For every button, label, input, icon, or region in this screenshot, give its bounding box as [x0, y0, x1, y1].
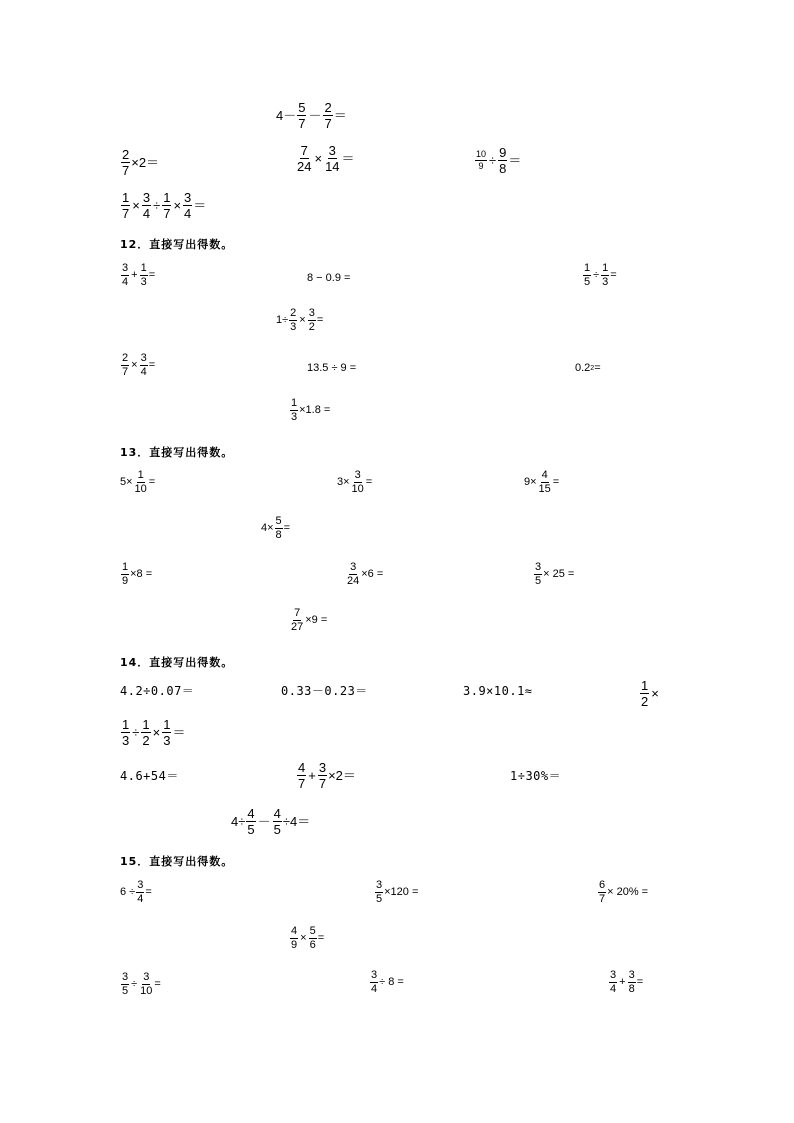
expr-text: ×6 =: [361, 568, 384, 580]
expr-text: ×: [651, 686, 659, 701]
expr-0-33-minus-0-23: [281, 685, 368, 697]
expr-1-3-div-1-2-times-1-3: [120, 718, 185, 747]
expr-text: =: [154, 978, 161, 990]
fraction: $\frac{3}{4}$: [371, 969, 378, 995]
fraction: $\frac{4}{5}$: [247, 806, 255, 837]
section-12-title: 12．直接写出得数。: [120, 238, 234, 251]
expr-5-times-1-10: [120, 470, 155, 495]
expr-3-4-plus-1-3: [120, 263, 155, 288]
expr-text: 4－: [276, 108, 297, 123]
fraction: $\frac{4}{5}$: [273, 806, 281, 837]
section-13-title: 13．直接写出得数。: [120, 446, 234, 459]
fraction: $\frac{2}{7}$: [122, 147, 130, 178]
expr-4-6-plus-54: [120, 770, 179, 782]
fraction: $\frac{1}{2}$: [641, 678, 649, 709]
section-15-title: 15．直接写出得数。: [120, 855, 234, 868]
expr-text: +: [308, 768, 316, 783]
expr-1-9-times-8: [120, 562, 152, 587]
expr-text: =: [148, 359, 156, 371]
expr-text: =: [317, 932, 325, 944]
expr-text: 1÷: [276, 314, 289, 326]
expr-6-7-times-20-percent: [597, 880, 648, 905]
expr-text: ×2＝: [131, 155, 160, 170]
expr-text: =: [610, 269, 617, 281]
expr-text: ×: [314, 151, 323, 166]
fraction: $\frac{2}{3}$: [290, 307, 297, 333]
expr-4-minus-fracs: [276, 101, 347, 130]
fraction: $\frac{4}{15}$: [538, 469, 551, 495]
fraction: $\frac{3}{4}$: [122, 262, 129, 288]
expr-text: +: [619, 976, 626, 988]
expr-6-div-3-4: [120, 880, 152, 905]
fraction: $\frac{10}{9}$: [476, 149, 487, 171]
fraction: $\frac{1}{3}$: [291, 397, 298, 423]
expr-text: 1÷30%＝: [510, 769, 562, 783]
expr-1-2-times: [639, 679, 660, 708]
expr-mixed-fracs: [120, 191, 206, 220]
expr-3-times-3-10: [337, 470, 372, 495]
expr-text: ×: [173, 198, 182, 213]
expr-text: 3×: [337, 476, 350, 488]
fraction: $\frac{1}{3}$: [140, 262, 147, 288]
fraction: $\frac{3}{14}$: [325, 143, 340, 174]
expr-4-7-plus-3-7-times-2: [296, 761, 356, 790]
expr-text: ×1.8 =: [299, 404, 331, 416]
expr-9-times-4-15: [524, 470, 559, 495]
expr-7-27-times-9: [289, 608, 327, 633]
expr-text: ＝: [172, 725, 186, 740]
fraction: $\frac{3}{4}$: [142, 190, 151, 221]
fraction: $\frac{4}{7}$: [298, 760, 306, 791]
fraction: $\frac{9}{8}$: [499, 145, 507, 176]
expr-text: =: [148, 269, 156, 281]
fraction: $\frac{7}{24}$: [297, 143, 312, 174]
expr-text: ×120 =: [384, 886, 419, 898]
fraction: $\frac{2}{7}$: [122, 352, 129, 378]
fraction: $\frac{1}{2}$: [142, 717, 150, 748]
fraction: $\frac{3}{5}$: [376, 879, 383, 905]
expr-10-9-div-9-8: [474, 146, 521, 175]
expr-text: +: [131, 269, 138, 281]
expr-3-9-times-10-1: [463, 685, 533, 697]
expr-text: ×: [131, 359, 138, 371]
section-14-title: 14．直接写出得数。: [120, 656, 234, 669]
fraction: $\frac{5}{6}$: [309, 925, 316, 951]
fraction: $\frac{1}{3}$: [122, 717, 130, 748]
expr-text: =: [594, 362, 601, 374]
expr-text: ×: [299, 314, 306, 326]
expr-text: ＝: [193, 198, 207, 213]
fraction: $\frac{5}{7}$: [298, 100, 306, 131]
fraction: $\frac{4}{9}$: [291, 925, 298, 951]
expr-2-7-times-2: [120, 148, 159, 177]
expr-1-5-div-1-3: [582, 263, 617, 288]
expr-text: ÷: [489, 153, 497, 168]
expr-text: ×8 =: [130, 568, 153, 580]
expr-text: 13.5 ÷ 9 =: [307, 362, 357, 374]
expr-text: =: [148, 476, 156, 488]
fraction: $\frac{3}{7}$: [318, 760, 327, 791]
expr-text: =: [145, 886, 152, 898]
expr-text: ÷: [593, 269, 600, 281]
expr-2-7-times-3-4: [120, 353, 155, 378]
expr-3-5-times-25: [533, 562, 574, 587]
fraction: $\frac{6}{7}$: [599, 879, 606, 905]
fraction: $\frac{3}{24}$: [347, 561, 360, 587]
expr-0-2-squared: [575, 363, 601, 374]
fraction: $\frac{1}{10}$: [134, 469, 147, 495]
expr-4-2-div-0-07: [120, 685, 194, 697]
expr-text: × 25 =: [543, 568, 575, 580]
expr-text: 0.2: [575, 362, 591, 374]
expr-text: × 20% =: [607, 886, 649, 898]
expr-text: ＝: [508, 153, 522, 168]
fraction: $\frac{3}{10}$: [351, 469, 364, 495]
fraction: $\frac{3}{4}$: [610, 969, 617, 995]
expr-8-minus-0-9: [307, 273, 350, 284]
expr-text: －: [257, 814, 271, 829]
expr-3-5-times-120: [374, 880, 418, 905]
expr-text: =: [283, 522, 291, 534]
expr-text: 6 ÷: [120, 886, 136, 898]
expr-13-5-div-9: [307, 363, 356, 374]
expr-1-div-30-percent: [510, 770, 561, 782]
expr-text: ÷: [132, 725, 140, 740]
expr-text: ＝: [333, 108, 347, 123]
fraction: $\frac{3}{4}$: [137, 879, 144, 905]
expr-text: 9×: [524, 476, 537, 488]
expr-text: ÷: [131, 978, 138, 990]
expr-text: ÷: [153, 198, 161, 213]
expr-text: =: [365, 476, 373, 488]
fraction: $\frac{1}{9}$: [122, 561, 129, 587]
fraction: $\frac{5}{8}$: [275, 515, 282, 541]
expr-text: 4÷: [231, 814, 246, 829]
expr-text: －: [308, 108, 322, 123]
fraction: $\frac{3}{10}$: [140, 971, 153, 997]
expr-text: ×: [132, 198, 140, 213]
expr-text: =: [636, 976, 644, 988]
fraction: $\frac{1}{3}$: [163, 717, 171, 748]
fraction: $\frac{1}{7}$: [163, 190, 171, 221]
expr-text: 5×: [120, 476, 133, 488]
fraction: $\frac{3}{4}$: [184, 190, 192, 221]
expr-text: 0.33－0.23＝: [281, 684, 368, 698]
fraction: $\frac{2}{7}$: [324, 100, 332, 131]
expr-1-div-2-3-times-3-2: [276, 308, 323, 333]
expr-text: 8 − 0.9 =: [307, 272, 351, 284]
expr-text: 4.6+54＝: [120, 769, 179, 783]
fraction: $\frac{3}{8}$: [628, 969, 635, 995]
exponent: 2: [590, 365, 595, 372]
fraction: $\frac{1}{3}$: [602, 262, 609, 288]
expr-text: ×: [152, 725, 161, 740]
expr-3-5-div-3-10: [120, 972, 161, 997]
fraction: $\frac{3}{5}$: [535, 561, 542, 587]
expr-text: =: [552, 476, 560, 488]
expr-text: =: [316, 314, 324, 326]
expr-3-4-plus-3-8: [608, 970, 643, 995]
fraction: $\frac{3}{5}$: [122, 971, 129, 997]
expr-4-div-4-5-minus-4-5-div-4: [231, 807, 310, 836]
fraction: $\frac{7}{27}$: [291, 607, 304, 633]
expr-3-24-times-6: [345, 562, 383, 587]
expr-text: ×9 =: [305, 614, 328, 626]
expr-3-4-div-8: [369, 970, 404, 995]
expr-text: 3.9×10.1≈: [463, 684, 533, 698]
expr-1-3-times-1-8: [289, 398, 330, 423]
fraction: $\frac{1}{5}$: [584, 262, 591, 288]
fraction: $\frac{3}{4}$: [140, 352, 147, 378]
expr-4-9-times-5-6: [289, 926, 324, 951]
expr-text: ÷4＝: [282, 814, 311, 829]
expr-text: ＝: [341, 151, 355, 166]
expr-4-times-5-8: [261, 516, 290, 541]
fraction: $\frac{3}{2}$: [308, 307, 315, 333]
expr-text: 4.2÷0.07＝: [120, 684, 195, 698]
expr-text: ×2＝: [328, 768, 356, 783]
expr-7-24-times-3-14: [295, 144, 355, 173]
expr-text: ×: [300, 932, 307, 944]
fraction: $\frac{1}{7}$: [122, 190, 130, 221]
expr-text: 4×: [261, 522, 274, 534]
expr-text: ÷ 8 =: [379, 976, 404, 988]
